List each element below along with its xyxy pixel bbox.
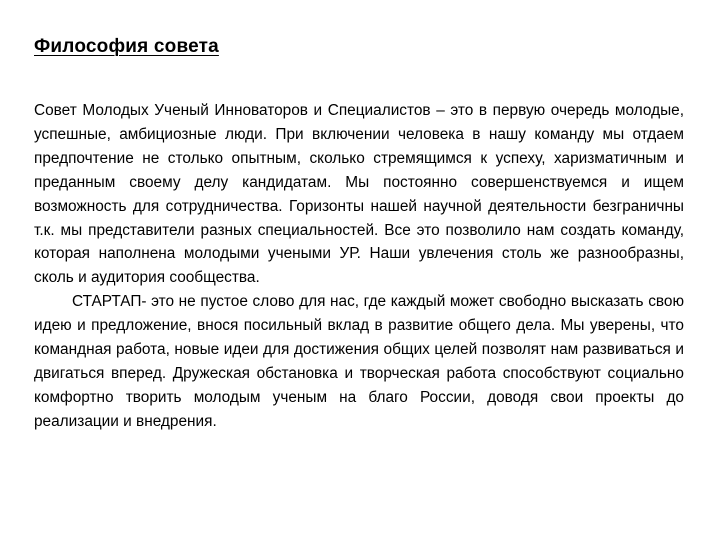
slide-title: Философия совета xyxy=(34,36,219,57)
paragraph-startup: СТАРТАП- это не пустое слово для нас, где каждый может свободно высказать свою идею и предложение, внося посильный вклад в развитие общего дела. Мы уверены, что командная работа, новые идеи для достижения общих целей позволят нам развиваться и двигаться вперед. Дружеская обстановка и творческая работа способствуют социально комфортно творить молодым ученым на благо России, доводя свои проекты до реализации и внедрения. xyxy=(34,293,684,430)
slide-body xyxy=(34,99,684,434)
paragraph-intro: Совет Молодых Ученый Инноваторов и Специалистов – это в первую очередь молодые, успешные, амбициозные люди. При включении человека в нашу команду мы отдаем предпочтение не столько опытным, сколько стремящимся к успеху, харизматичным и преданным своему делу кандидатам. Мы постоянно совершенствуемся и ищем возможность для сотрудничества. Горизонты нашей научной деятельности безграничны т.к. мы представители разных специальностей. Все это позволило нам создать команду, которая наполнена молодыми учеными УР. Наши увлечения столь же разнообразны, сколь и аудитория сообщества. xyxy=(34,102,684,287)
